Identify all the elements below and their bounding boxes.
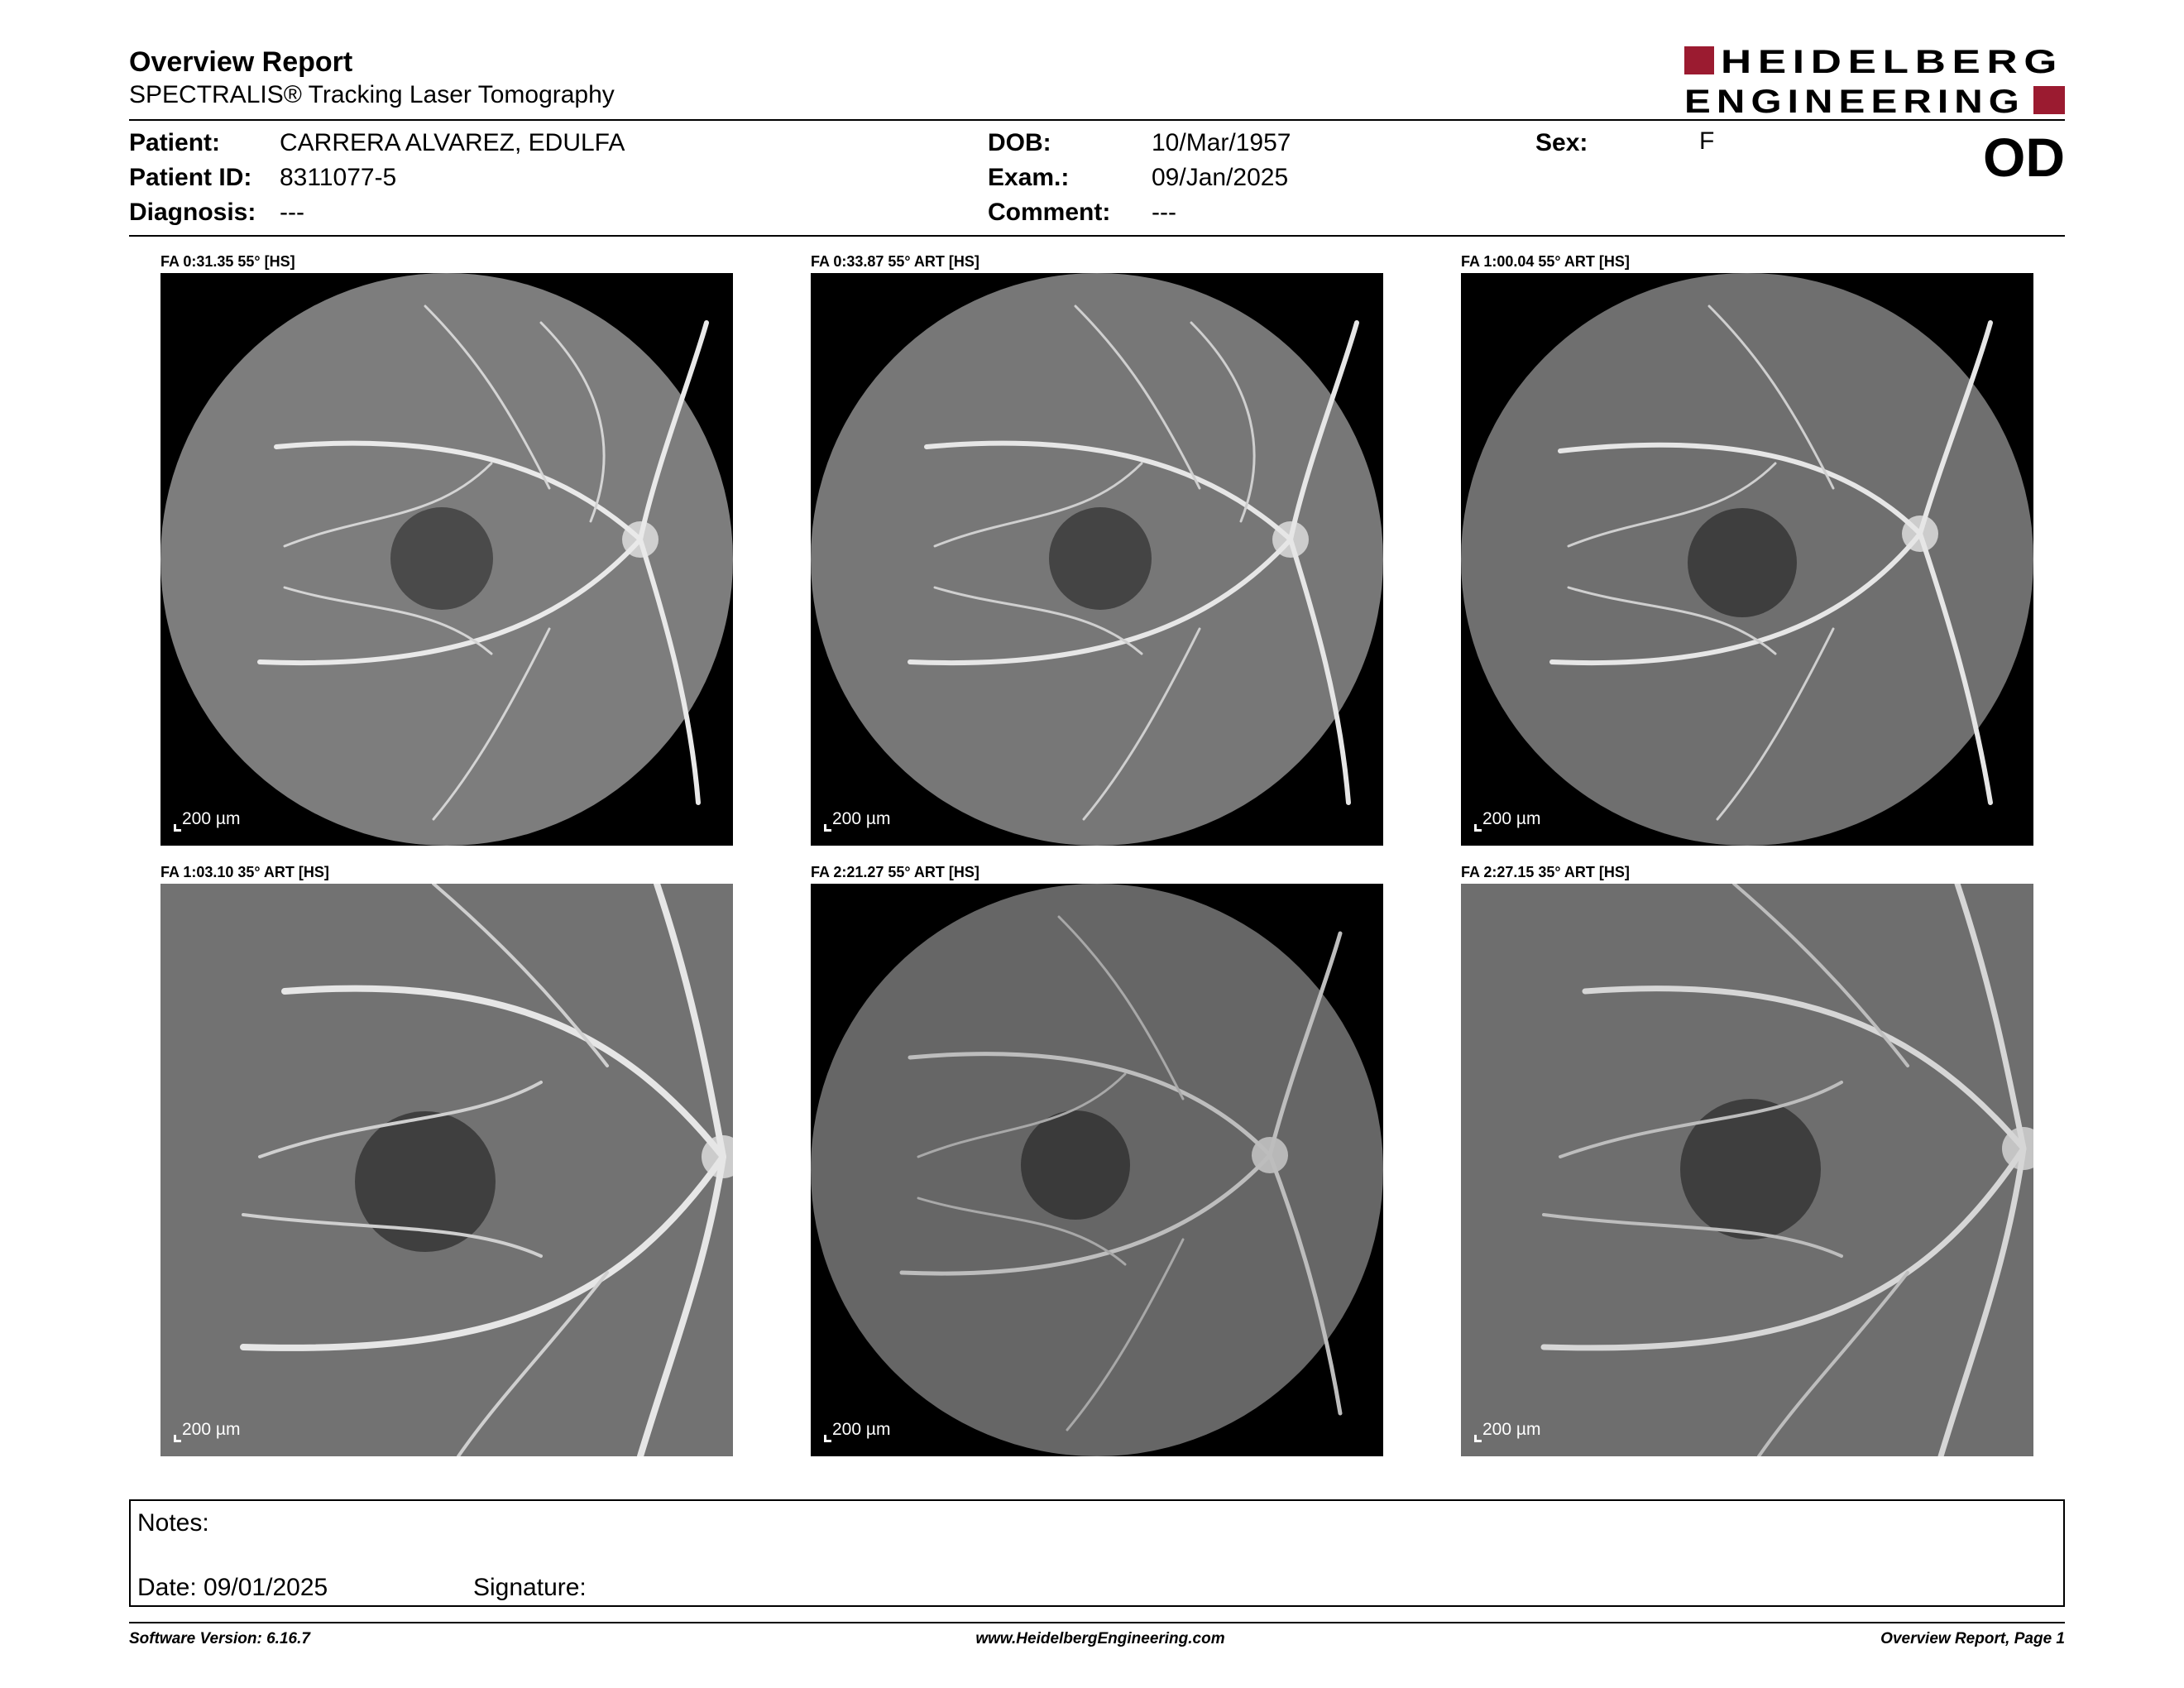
diagnosis-value: --- xyxy=(280,199,304,226)
dob-label: DOB: xyxy=(988,129,1051,156)
scale-marker-icon xyxy=(1474,824,1482,832)
image-label-1: FA 0:31.35 55° [HS] xyxy=(160,253,295,270)
scale-marker-icon xyxy=(1474,1435,1482,1442)
footer-rule xyxy=(129,1622,2065,1623)
scale-marker-icon xyxy=(174,824,181,832)
scale-marker-icon xyxy=(824,1435,831,1442)
svg-text:HEIDELBERG: HEIDELBERG xyxy=(1721,44,2063,80)
fundus-image-4[interactable] xyxy=(160,884,733,1456)
sex-value: F xyxy=(1699,127,1715,155)
image-label-2: FA 0:33.87 55° ART [HS] xyxy=(811,253,979,270)
notes-box[interactable] xyxy=(129,1499,2065,1607)
comment-label: Comment: xyxy=(988,199,1111,226)
fundus-image-5[interactable] xyxy=(811,884,1383,1456)
eye-indicator: OD xyxy=(1983,127,2065,188)
notes-label: Notes: xyxy=(137,1509,209,1537)
comment-value: --- xyxy=(1152,199,1176,226)
scale-bar-label: 200 µm xyxy=(182,809,241,828)
diagnosis-label: Diagnosis: xyxy=(129,199,256,226)
scale-marker-icon xyxy=(174,1435,181,1442)
fundus-image-2[interactable] xyxy=(811,273,1383,846)
fundus-image-1[interactable] xyxy=(160,273,733,846)
patient-id-label: Patient ID: xyxy=(129,164,252,191)
image-label-3: FA 1:00.04 55° ART [HS] xyxy=(1461,253,1630,270)
patient-name: CARRERA ALVAREZ, EDULFA xyxy=(280,129,625,156)
patient-label: Patient: xyxy=(129,129,221,156)
scale-bar-label: 200 µm xyxy=(1482,809,1541,828)
fundus-image-6[interactable] xyxy=(1461,884,2033,1456)
exam-label: Exam.: xyxy=(988,164,1070,191)
heidelberg-logo xyxy=(1684,43,2065,119)
website-link[interactable]: www.HeidelbergEngineering.com xyxy=(975,1630,1225,1647)
exam-date: 09/Jan/2025 xyxy=(1152,164,1289,191)
scale-bar-label: 200 µm xyxy=(1482,1420,1541,1439)
dob-value: 10/Mar/1957 xyxy=(1152,129,1291,156)
page-indicator: Overview Report, Page 1 xyxy=(1880,1630,2065,1647)
image-label-5: FA 2:21.27 55° ART [HS] xyxy=(811,864,979,880)
scale-marker-icon xyxy=(824,824,831,832)
sex-label: Sex: xyxy=(1535,129,1588,156)
scale-bar-label: 200 µm xyxy=(182,1420,241,1439)
date-label: Date: 09/01/2025 xyxy=(137,1574,328,1601)
info-rule xyxy=(129,235,2065,237)
image-label-6: FA 2:27.15 35° ART [HS] xyxy=(1461,864,1630,880)
report-title: Overview Report xyxy=(129,46,353,78)
svg-text:ENGINEERING: ENGINEERING xyxy=(1684,84,2025,119)
scale-bar-label: 200 µm xyxy=(832,809,891,828)
signature-label: Signature: xyxy=(473,1574,587,1601)
fundus-image-3[interactable] xyxy=(1461,273,2033,846)
header-rule xyxy=(129,119,2065,121)
scale-bar-label: 200 µm xyxy=(832,1420,891,1439)
report-subtitle: SPECTRALIS® Tracking Laser Tomography xyxy=(129,81,615,108)
patient-id: 8311077-5 xyxy=(280,164,397,191)
image-label-4: FA 1:03.10 35° ART [HS] xyxy=(160,864,329,880)
software-version: Software Version: 6.16.7 xyxy=(129,1630,310,1647)
